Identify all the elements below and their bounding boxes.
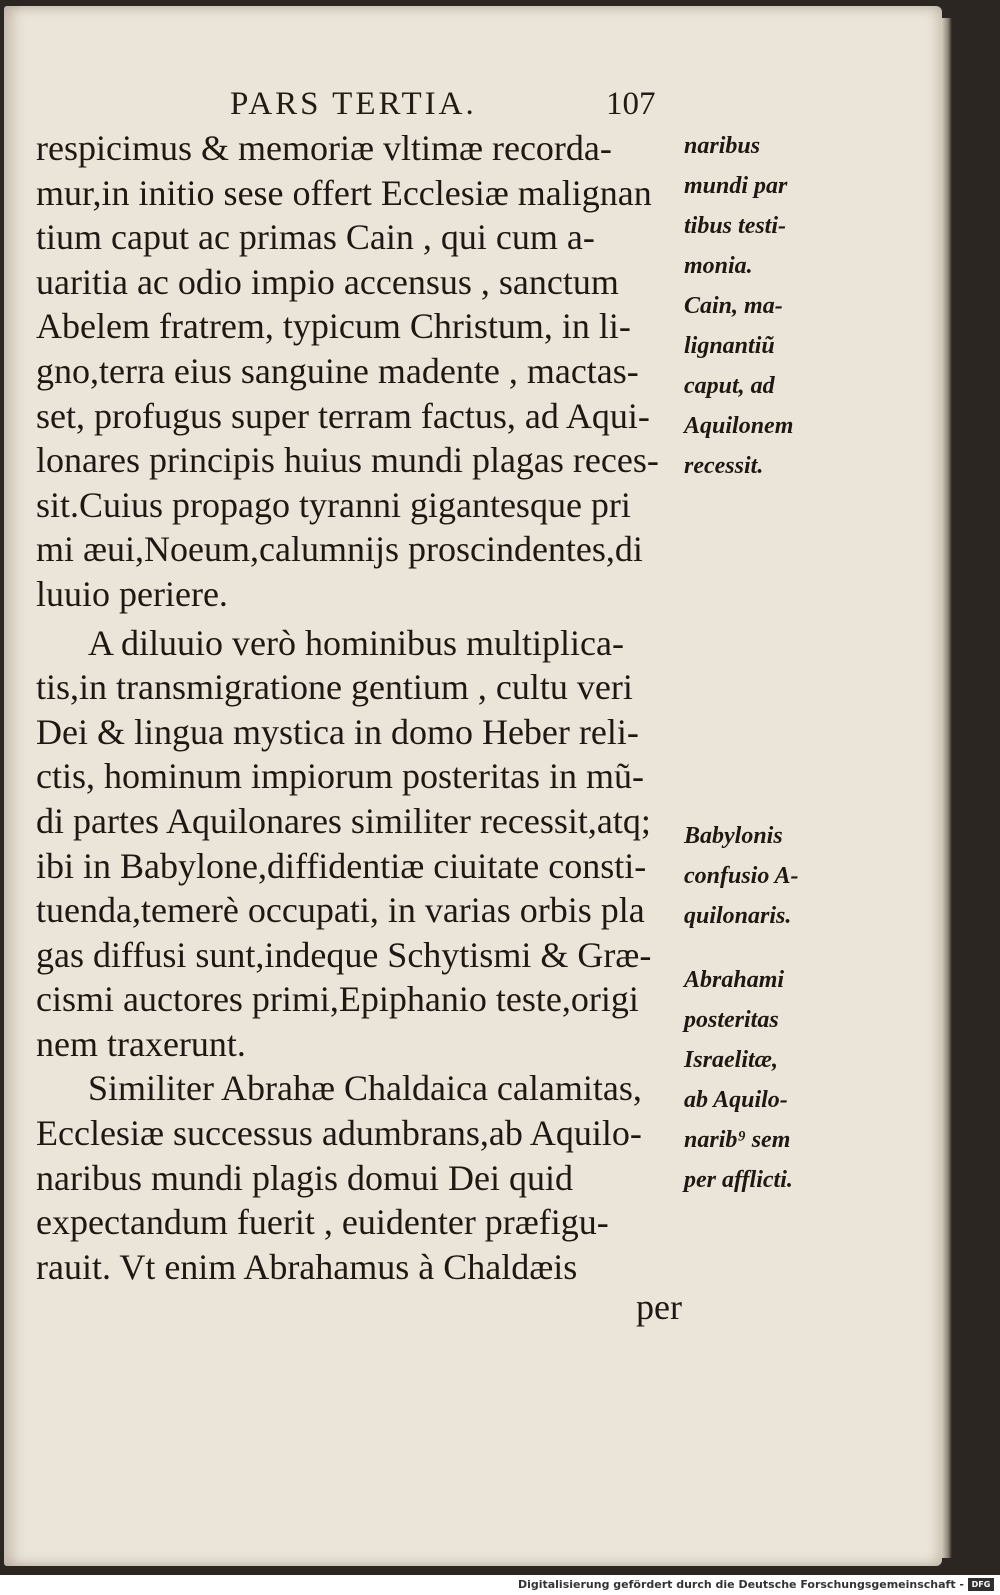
margin-note-line: quilonaris. bbox=[684, 903, 792, 929]
margin-note-line: lignantiũ bbox=[684, 333, 775, 359]
text-line: luuio periere. bbox=[36, 573, 228, 614]
catchword: per bbox=[636, 1287, 682, 1327]
text-line: di partes Aquilonares similiter recessit,atq; bbox=[36, 800, 651, 841]
text-line: naribus mundi plagis domui Dei quid bbox=[36, 1157, 573, 1198]
text-line: tuenda,temerè occupati, in varias orbis pla bbox=[36, 890, 645, 931]
margin-note-line: posteritas bbox=[684, 1007, 779, 1033]
margin-note-line: monia. bbox=[684, 253, 753, 279]
running-head: PARS TERTIA. bbox=[230, 86, 477, 122]
text-line: nem traxerunt. bbox=[36, 1023, 246, 1064]
text-line: sit.Cuius propago tyranni gigantesque pri bbox=[36, 484, 631, 525]
main-text-block bbox=[36, 126, 686, 1289]
margin-note-line: Aquilonem bbox=[684, 413, 794, 439]
margin-note-line: Cain, ma- bbox=[684, 293, 783, 319]
margin-note-line: caput, ad bbox=[684, 373, 775, 399]
text-line: ctis, hominum impiorum posteritas in mũ- bbox=[36, 756, 644, 797]
margin-note-line: per afflicti. bbox=[684, 1167, 793, 1193]
page-edge bbox=[942, 18, 952, 1558]
margin-note-line: Babylonis bbox=[684, 823, 783, 849]
digitization-footer bbox=[0, 1575, 1000, 1595]
text-line: gno,terra eius sanguine madente , mactas- bbox=[36, 350, 639, 391]
margin-note-line: Abrahami bbox=[684, 967, 785, 993]
text-line: Abelem fratrem, typicum Christum, in li- bbox=[36, 306, 631, 347]
text-line: gas diffusi sunt,indeque Schytismi & Græ- bbox=[36, 934, 652, 975]
text-line: cismi auctores primi,Epiphanio teste,origi bbox=[36, 979, 639, 1020]
dfg-logo: DFG bbox=[968, 1578, 994, 1591]
page-number: 107 bbox=[606, 86, 656, 122]
text-line: Ecclesiæ successus adumbrans,ab Aquilo- bbox=[36, 1113, 642, 1154]
paragraph-start-line: A diluuio verò hominibus multiplica- bbox=[88, 622, 624, 663]
text-line: lonares principis huius mundi plagas reces- bbox=[36, 440, 659, 481]
text-line: mi æui,Noeum,calumnijs proscindentes,di bbox=[36, 529, 643, 570]
text-line: tium caput ac primas Cain , qui cum a- bbox=[36, 217, 595, 258]
margin-note-line: narib⁹ sem bbox=[684, 1127, 791, 1153]
margin-note-line: confusio A- bbox=[684, 863, 799, 889]
text-line: uaritia ac odio impio accensus , sanctum bbox=[36, 261, 619, 302]
funding-credit: Digitalisierung gefördert durch die Deutsche Forschungsgemeinschaft - bbox=[517, 1578, 964, 1591]
text-line: tis,in transmigratione gentium , cultu veri bbox=[36, 667, 633, 708]
text-line: Dei & lingua mystica in domo Heber reli- bbox=[36, 711, 639, 752]
margin-note-line: naribus bbox=[684, 133, 761, 159]
margin-note-line: ab Aquilo- bbox=[684, 1087, 788, 1113]
text-line: set, profugus super terram factus, ad Aqui- bbox=[36, 395, 650, 436]
margin-note-line: tibus testi- bbox=[684, 213, 787, 239]
margin-notes bbox=[684, 126, 834, 1200]
text-line: respicimus & memoriæ vltimæ recorda- bbox=[36, 128, 612, 168]
margin-note-line: Israelitæ, bbox=[684, 1047, 779, 1073]
text-line: mur,in initio sese offert Ecclesiæ malignan bbox=[36, 172, 652, 213]
margin-note-line: mundi par bbox=[684, 173, 788, 199]
text-line: ibi in Babylone,diffidentiæ ciuitate consti- bbox=[36, 845, 647, 886]
paragraph-start-line: Similiter Abrahæ Chaldaica calamitas, bbox=[88, 1068, 642, 1109]
margin-note-line: recessit. bbox=[684, 453, 764, 479]
text-line: expectandum fuerit , euidenter præfigu- bbox=[36, 1202, 609, 1243]
text-line: rauit. Vt enim Abrahamus à Chaldæis bbox=[36, 1246, 578, 1287]
